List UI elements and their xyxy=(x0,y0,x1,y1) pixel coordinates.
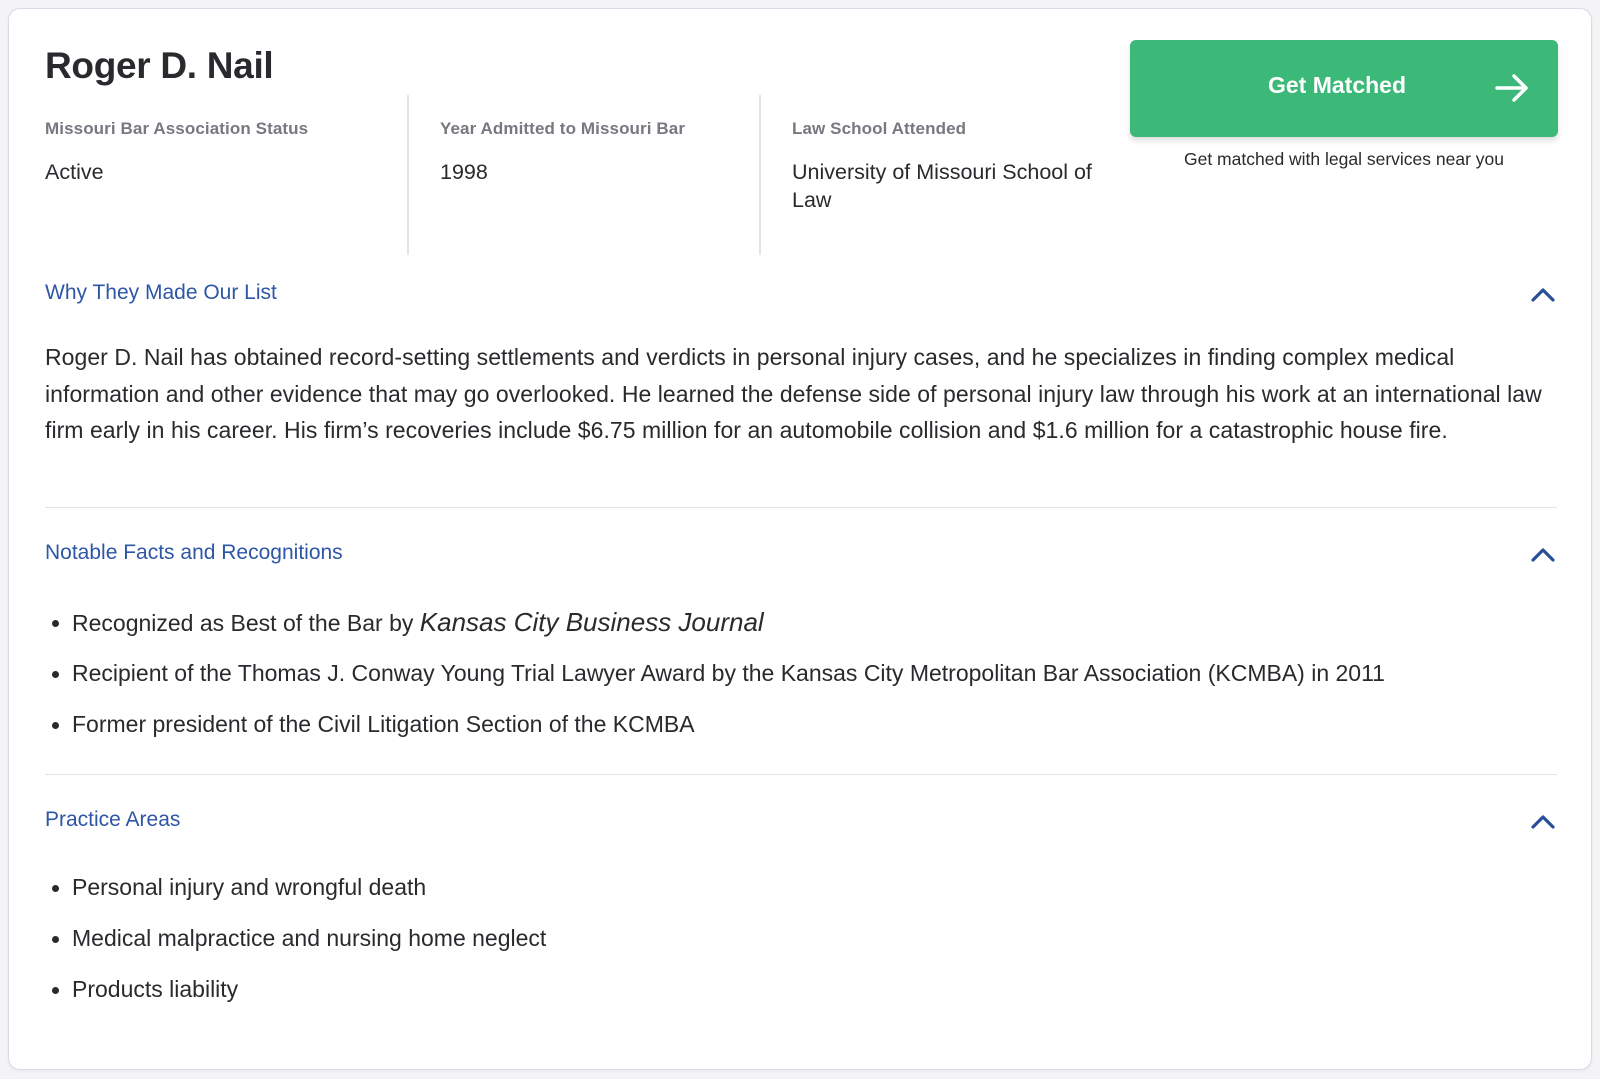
list-item xyxy=(45,709,1557,760)
list-item-text: Recognized as Best of the Bar by xyxy=(72,610,420,636)
section-title: Notable Facts and Recognitions xyxy=(45,541,343,564)
fact-label: Missouri Bar Association Status xyxy=(45,119,309,138)
fact-law-school xyxy=(759,95,1111,255)
section-why-they-made-our-list xyxy=(45,265,1557,449)
section-toggle-practice[interactable] xyxy=(45,792,1557,852)
fact-value: 1998 xyxy=(440,160,488,184)
recognitions-list xyxy=(45,607,1557,760)
section-practice-areas xyxy=(45,792,1557,1025)
chevron-up-icon[interactable] xyxy=(1529,541,1557,569)
list-item: Products liability xyxy=(45,974,1557,1025)
fact-year-admitted xyxy=(407,95,759,255)
why-description: Roger D. Nail has obtained record-setting settlements and verdicts in personal injury cases, and he specializes in finding complex medical information and other evidence that may go overlooked. He learned the defense side of personal injury law through his work at an international law firm early in his career. His firm’s recoveries include $6.75 million for an automobile collision and $1.6 million for a catastrophic house fire. xyxy=(45,344,1542,443)
fact-bar-status xyxy=(45,95,407,255)
section-toggle-notable[interactable] xyxy=(45,525,1557,585)
list-item xyxy=(45,658,1557,709)
list-item: Personal injury and wrongful death xyxy=(45,872,1557,923)
fact-label: Year Admitted to Missouri Bar xyxy=(440,119,686,138)
attorney-name: Roger D. Nail xyxy=(45,45,274,86)
bar-facts xyxy=(45,95,1111,255)
arrow-right-icon xyxy=(1494,70,1530,106)
practice-areas-list xyxy=(45,872,1557,1025)
publication-name: Kansas City Business Journal xyxy=(419,607,764,637)
divider xyxy=(45,507,1557,508)
list-item-text: Recipient of the Thomas J. Conway Young Trial Lawyer Award by the Kansas City Metropolitan Bar Association (KCMBA) in 2011 xyxy=(72,660,1385,686)
section-notable-facts xyxy=(45,525,1557,760)
fact-value: Active xyxy=(45,160,104,184)
list-item: Medical malpractice and nursing home neglect xyxy=(45,923,1557,974)
get-matched-label: Get Matched xyxy=(1267,72,1407,98)
attorney-profile-card xyxy=(8,8,1592,1070)
get-matched-subtext: Get matched with legal services near you xyxy=(1183,149,1505,169)
list-item-text: Former president of the Civil Litigation Section of the KCMBA xyxy=(72,711,695,737)
get-matched-button[interactable] xyxy=(1130,40,1558,137)
section-title: Why They Made Our List xyxy=(45,281,277,304)
section-title: Practice Areas xyxy=(45,808,181,831)
fact-value: University of Missouri School of Law xyxy=(792,160,1092,212)
chevron-up-icon[interactable] xyxy=(1529,281,1557,309)
list-item xyxy=(45,607,1557,658)
divider xyxy=(45,774,1557,775)
profile-header xyxy=(9,9,1591,269)
section-toggle-why[interactable] xyxy=(45,265,1557,325)
chevron-up-icon[interactable] xyxy=(1529,808,1557,836)
fact-label: Law School Attended xyxy=(792,119,967,138)
